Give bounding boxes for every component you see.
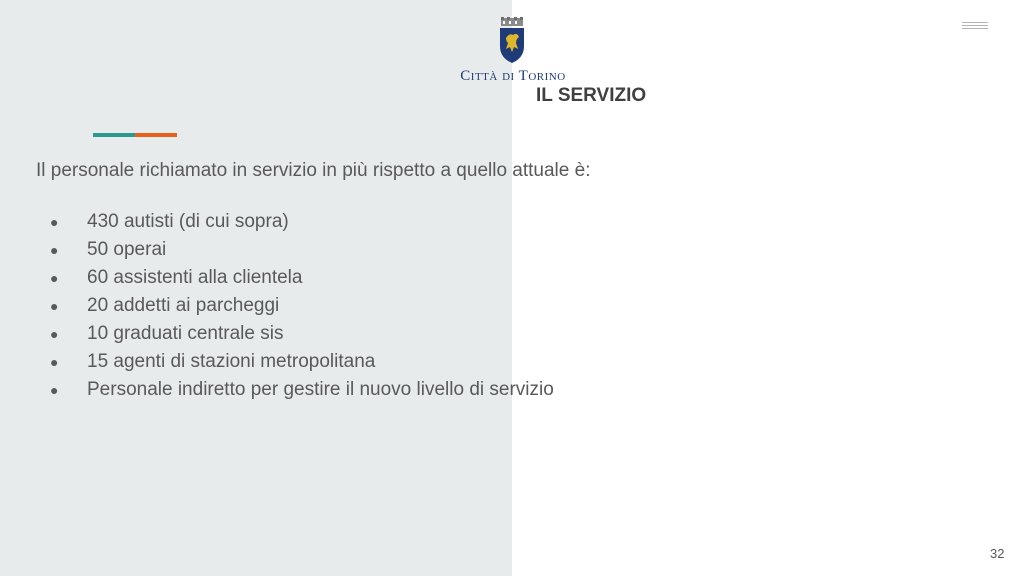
accent-bar [93,133,177,137]
bullet-dot-icon: ● [50,326,59,342]
list-item [50,348,554,376]
list-item [50,376,554,404]
bullet-list [50,208,554,404]
city-crest-icon [497,16,527,64]
accent-bar-teal [93,133,135,137]
bullet-dot-icon: ● [50,354,59,370]
bullet-dot-icon: ● [50,382,59,398]
slide-title: IL SERVIZIO [536,85,647,106]
bullet-dot-icon: ● [50,270,59,286]
list-item [50,264,554,292]
list-item-text: 50 operai [87,239,167,260]
intro-text: Il personale richiamato in servizio in più rispetto a quello attuale è: [36,160,591,181]
menu-lines-icon[interactable] [962,22,988,34]
list-item [50,236,554,264]
bullet-dot-icon: ● [50,298,59,314]
city-logo [448,16,578,88]
accent-bar-orange [135,133,177,137]
list-item-text: Personale indiretto per gestire il nuovo livello di servizio [87,379,554,400]
list-item-text: 15 agenti di stazioni metropolitana [87,351,376,372]
list-item-text: 430 autisti (di cui sopra) [87,211,289,232]
list-item-text: 20 addetti ai parcheggi [87,295,280,316]
bullet-dot-icon: ● [50,214,59,230]
list-item [50,292,554,320]
list-item [50,208,554,236]
list-item-text: 10 graduati centrale sis [87,323,284,344]
page-number: 32 [990,546,1005,561]
list-item [50,320,554,348]
logo-text: Città di Torino [460,68,566,84]
bullet-dot-icon: ● [50,242,59,258]
list-item-text: 60 assistenti alla clientela [87,267,303,288]
